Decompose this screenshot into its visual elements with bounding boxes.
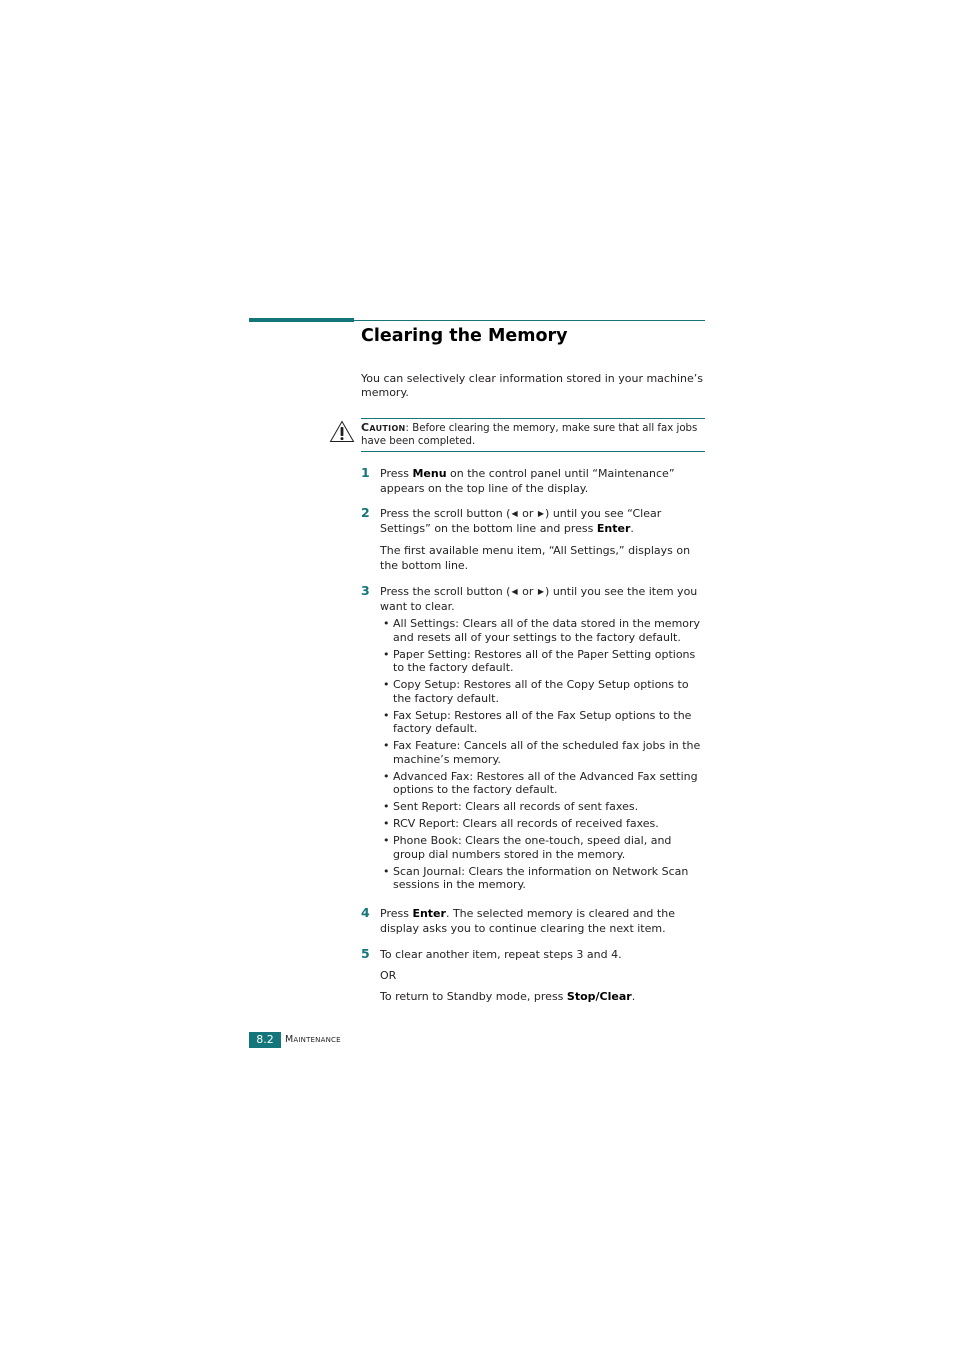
step-3-post: ) until you see the item you want to clear.: [380, 585, 698, 613]
warning-triangle-icon: [329, 420, 355, 443]
list-item: • Fax Setup: Restores all of the Fax Setup options to the factory default.: [383, 709, 705, 736]
section-title: Clearing the Memory: [361, 326, 568, 346]
list-item: • Scan Journal: Clears the information on Network Scan sessions in the memory.: [383, 865, 705, 892]
step-number-2: 2: [361, 505, 370, 520]
list-item: • Advanced Fax: Restores all of the Advanced Fax setting options to the factory default.: [383, 770, 705, 797]
menu-key-label: Menu: [412, 467, 447, 480]
step-1-post: on the control panel until “Maintenance” appears on the top line of the display.: [380, 467, 675, 495]
clear-options-list: [383, 617, 705, 895]
enter-key-label: Enter: [596, 521, 631, 535]
step-2-or: or: [518, 507, 537, 520]
step-2-note: The first available menu item, “All Settings,” displays on the bottom line.: [380, 544, 691, 572]
list-item: • RCV Report: Clears all records of received faxes.: [383, 817, 705, 831]
header-rule-thick: [249, 318, 354, 322]
chapter-name: Maintenance: [285, 1034, 341, 1045]
enter-key-label: Enter: [412, 907, 446, 920]
step-4-post: . The selected memory is cleared and the display asks you to continue clearing the next item.: [380, 907, 675, 935]
step-3-pre: Press the scroll button (: [380, 585, 511, 598]
step-3-or: or: [518, 585, 537, 598]
intro-paragraph: You can selectively clear information stored in your machine’s memory.: [361, 372, 703, 399]
step-2-text: [380, 507, 706, 536]
step-1-text: [380, 467, 706, 496]
step-5-alt-post: .: [631, 990, 636, 1003]
caution-label: Caution: [361, 421, 406, 434]
step-number-5: 5: [361, 946, 370, 961]
step-number-1: 1: [361, 465, 370, 480]
step-4-pre: Press: [380, 907, 413, 920]
list-item: • Phone Book: Clears the one-touch, speed dial, and group dial numbers stored in the memory.: [383, 834, 705, 861]
right-arrow-icon: ▶: [537, 509, 545, 518]
step-5-text: To clear another item, repeat steps 3 and 4.: [380, 948, 622, 961]
page-number: 8.2: [249, 1032, 281, 1048]
list-item: • Fax Feature: Cancels all of the scheduled fax jobs in the machine’s memory.: [383, 739, 705, 766]
left-arrow-icon: ◀: [511, 509, 518, 518]
step-2-post: .: [630, 521, 634, 535]
stop-clear-key-label: Stop/Clear: [566, 990, 632, 1003]
list-item: • All Settings: Clears all of the data stored in the memory and resets all of your settings to the factory default.: [383, 617, 705, 644]
step-3-text: [380, 585, 706, 614]
step-5-alt: [380, 990, 706, 1005]
header-rule-thin: [354, 320, 705, 321]
step-5-alt-pre: To return to Standby mode, press: [380, 990, 567, 1003]
step-1-pre: Press: [380, 467, 413, 480]
step-4-text: [380, 907, 706, 936]
step-5-or: OR: [380, 969, 397, 982]
caution-top-rule: [361, 418, 705, 419]
step-2-mid: ) until you see “Clear Settings” on the bottom line and press: [380, 507, 662, 535]
right-arrow-icon: ▶: [537, 587, 545, 596]
left-arrow-icon: ◀: [511, 587, 518, 596]
caution-note: [361, 421, 705, 448]
caution-bottom-rule: [361, 451, 705, 452]
list-item: • Copy Setup: Restores all of the Copy Setup options to the factory default.: [383, 678, 705, 705]
step-number-3: 3: [361, 583, 370, 598]
step-number-4: 4: [361, 905, 370, 920]
list-item: • Sent Report: Clears all records of sent faxes.: [383, 800, 705, 814]
list-item: • Paper Setting: Restores all of the Paper Setting options to the factory default.: [383, 648, 705, 675]
caution-text: : Before clearing the memory, make sure that all fax jobs have been completed.: [361, 423, 698, 447]
step-2-pre: Press the scroll button (: [380, 507, 511, 520]
